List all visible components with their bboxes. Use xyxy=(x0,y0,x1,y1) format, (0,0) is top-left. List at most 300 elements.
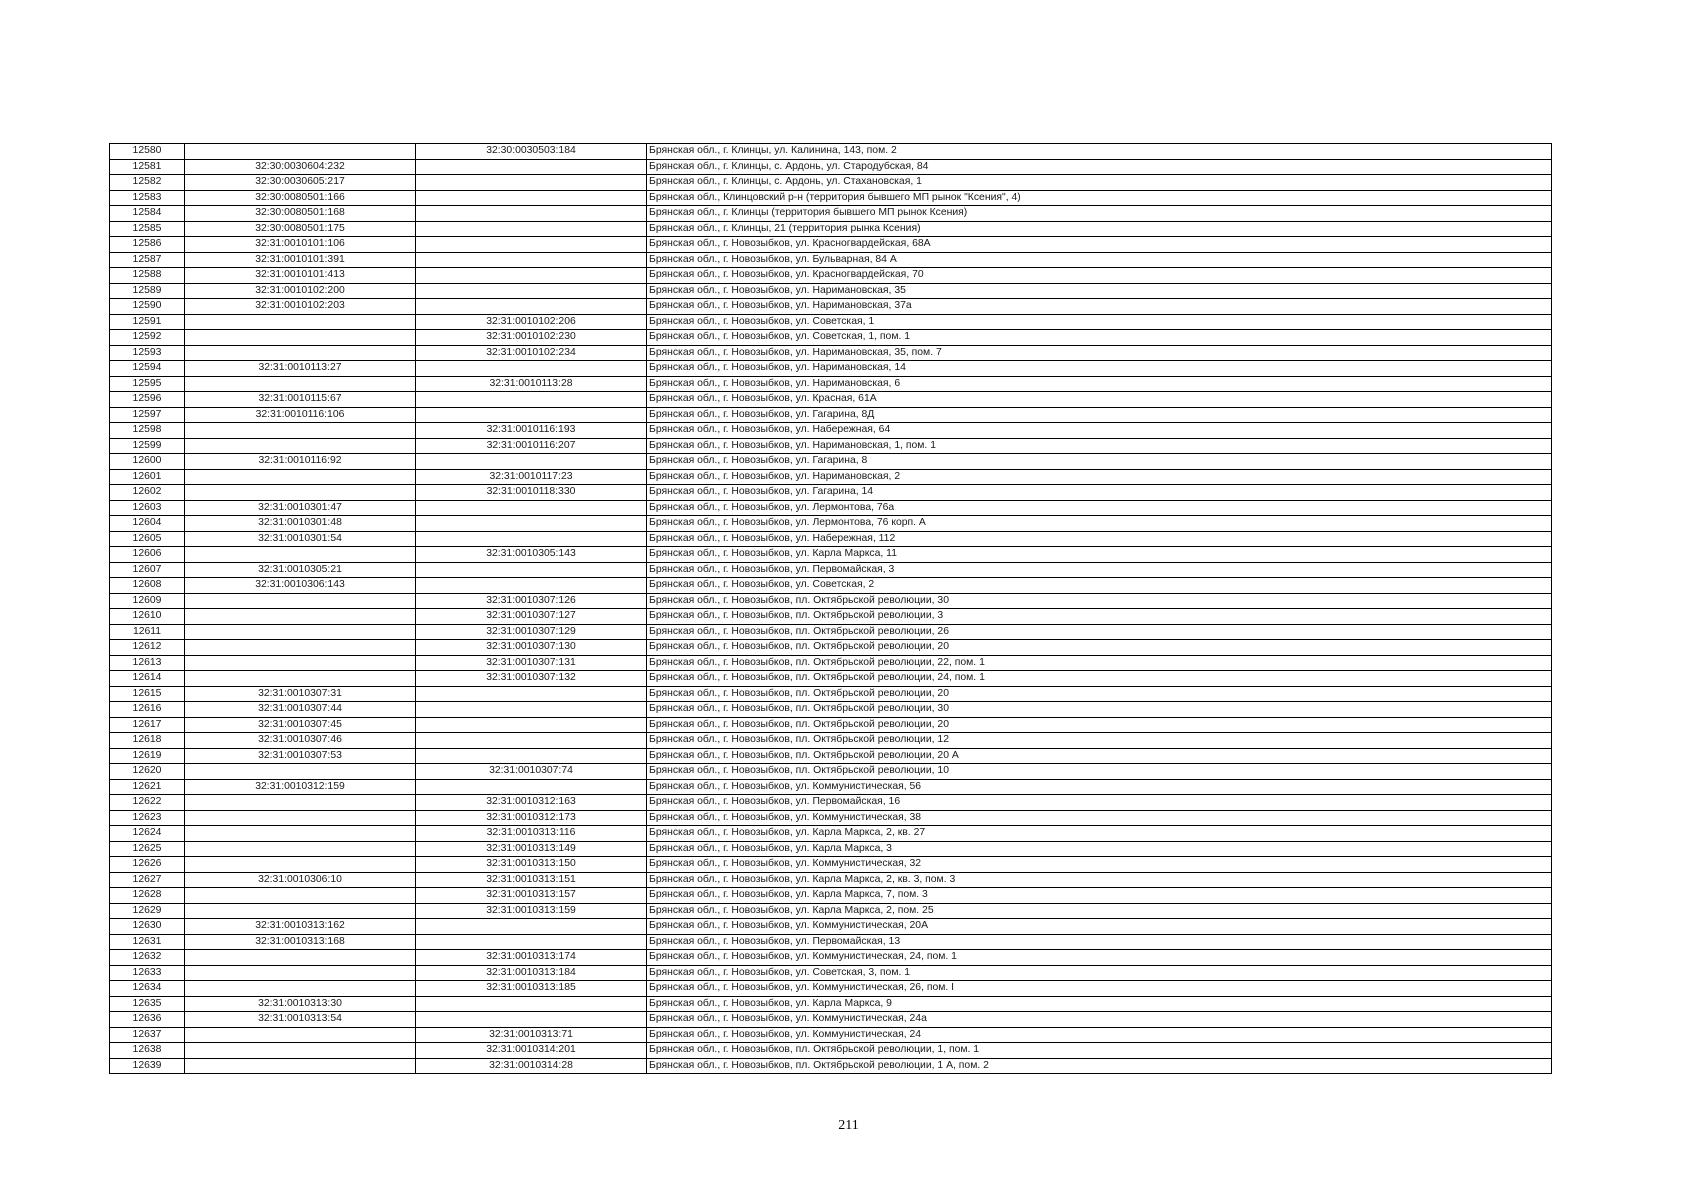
table-row xyxy=(110,795,1552,811)
table-row xyxy=(110,314,1552,330)
cadastral-number-cell xyxy=(185,469,416,485)
cadastral-number-cell: 32:31:0010102:230 xyxy=(416,330,647,346)
cadastral-number-cell: 32:31:0010113:28 xyxy=(416,376,647,392)
row-number-cell: 12582 xyxy=(110,175,185,191)
table-row xyxy=(110,841,1552,857)
cadastral-number-cell xyxy=(185,888,416,904)
row-number-cell: 12625 xyxy=(110,841,185,857)
cadastral-number-cell xyxy=(185,655,416,671)
cadastral-number-cell xyxy=(185,795,416,811)
address-cell: Брянская обл., г. Новозыбков, ул. Первомайская, 13 xyxy=(647,934,1552,950)
row-number-cell: 12626 xyxy=(110,857,185,873)
address-cell: Брянская обл., г. Новозыбков, ул. Наримановская, 1, пом. 1 xyxy=(647,438,1552,454)
cadastral-number-cell xyxy=(185,1058,416,1074)
row-number-cell: 12637 xyxy=(110,1027,185,1043)
cadastral-number-cell xyxy=(185,423,416,439)
cadastral-number-cell: 32:31:0010307:46 xyxy=(185,733,416,749)
cadastral-number-cell: 32:31:0010113:27 xyxy=(185,361,416,377)
cadastral-number-cell xyxy=(416,1012,647,1028)
cadastral-number-cell xyxy=(416,562,647,578)
address-cell: Брянская обл., г. Новозыбков, ул. Лермонтова, 76 корп. А xyxy=(647,516,1552,532)
row-number-cell: 12580 xyxy=(110,144,185,160)
table-row xyxy=(110,609,1552,625)
address-cell: Брянская обл., г. Новозыбков, ул. Набережная, 112 xyxy=(647,531,1552,547)
cadastral-number-cell: 32:31:0010305:143 xyxy=(416,547,647,563)
cadastral-number-cell: 32:31:0010313:162 xyxy=(185,919,416,935)
table-row xyxy=(110,1027,1552,1043)
row-number-cell: 12610 xyxy=(110,609,185,625)
address-cell: Брянская обл., г. Новозыбков, ул. Наримановская, 35, пом. 7 xyxy=(647,345,1552,361)
cadastral-number-cell xyxy=(185,671,416,687)
address-cell: Брянская обл., г. Клинцы, ул. Калинина, 143, пом. 2 xyxy=(647,144,1552,160)
row-number-cell: 12636 xyxy=(110,1012,185,1028)
address-cell: Брянская обл., г. Новозыбков, ул. Карла Маркса, 9 xyxy=(647,996,1552,1012)
table-row xyxy=(110,826,1552,842)
cadastral-number-cell: 32:31:0010306:143 xyxy=(185,578,416,594)
table-row xyxy=(110,299,1552,315)
row-number-cell: 12623 xyxy=(110,810,185,826)
address-cell: Брянская обл., г. Новозыбков, ул. Коммунистическая, 56 xyxy=(647,779,1552,795)
cadastral-number-cell: 32:31:0010306:10 xyxy=(185,872,416,888)
table-row xyxy=(110,857,1552,873)
row-number-cell: 12619 xyxy=(110,748,185,764)
address-cell: Брянская обл., г. Новозыбков, пл. Октябрьской революции, 1, пом. 1 xyxy=(647,1043,1552,1059)
table-row xyxy=(110,671,1552,687)
cadastral-number-cell: 32:31:0010313:71 xyxy=(416,1027,647,1043)
address-cell: Брянская обл., г. Новозыбков, ул. Наримановская, 35 xyxy=(647,283,1552,299)
address-cell: Брянская обл., г. Новозыбков, ул. Наримановская, 6 xyxy=(647,376,1552,392)
cadastral-number-cell xyxy=(416,268,647,284)
row-number-cell: 12614 xyxy=(110,671,185,687)
address-cell: Брянская обл., г. Новозыбков, пл. Октябрьской революции, 20 xyxy=(647,717,1552,733)
cadastral-number-cell xyxy=(416,159,647,175)
cadastral-number-cell: 32:31:0010115:67 xyxy=(185,392,416,408)
row-number-cell: 12631 xyxy=(110,934,185,950)
table-row xyxy=(110,903,1552,919)
cadastral-number-cell: 32:31:0010313:168 xyxy=(185,934,416,950)
table-row xyxy=(110,562,1552,578)
row-number-cell: 12634 xyxy=(110,981,185,997)
row-number-cell: 12589 xyxy=(110,283,185,299)
cadastral-number-cell xyxy=(185,764,416,780)
address-cell: Брянская обл., г. Клинцы, с. Ардонь, ул. Стародубская, 84 xyxy=(647,159,1552,175)
address-cell: Брянская обл., г. Новозыбков, ул. Первомайская, 16 xyxy=(647,795,1552,811)
cadastral-number-cell xyxy=(416,516,647,532)
table-row xyxy=(110,1058,1552,1074)
table-row xyxy=(110,392,1552,408)
row-number-cell: 12591 xyxy=(110,314,185,330)
cadastral-number-cell xyxy=(416,686,647,702)
address-cell: Брянская обл., г. Новозыбков, ул. Гагарина, 8 xyxy=(647,454,1552,470)
address-cell: Брянская обл., г. Новозыбков, ул. Красногвардейская, 70 xyxy=(647,268,1552,284)
cadastral-number-cell xyxy=(416,531,647,547)
cadastral-number-cell: 32:31:0010307:74 xyxy=(416,764,647,780)
cadastral-number-cell: 32:31:0010116:207 xyxy=(416,438,647,454)
cadastral-number-cell: 32:31:0010313:54 xyxy=(185,1012,416,1028)
cadastral-number-cell xyxy=(416,237,647,253)
cadastral-number-cell: 32:31:0010101:106 xyxy=(185,237,416,253)
table-row xyxy=(110,376,1552,392)
address-cell: Брянская обл., г. Новозыбков, пл. Октябрьской революции, 26 xyxy=(647,624,1552,640)
cadastral-number-cell xyxy=(185,810,416,826)
row-number-cell: 12620 xyxy=(110,764,185,780)
table-row xyxy=(110,717,1552,733)
cadastral-number-cell xyxy=(185,314,416,330)
address-cell: Брянская обл., г. Новозыбков, ул. Гагарина, 8Д xyxy=(647,407,1552,423)
cadastral-number-cell xyxy=(185,950,416,966)
address-cell: Брянская обл., г. Новозыбков, ул. Набережная, 64 xyxy=(647,423,1552,439)
row-number-cell: 12600 xyxy=(110,454,185,470)
cadastral-number-cell: 32:31:0010301:47 xyxy=(185,500,416,516)
cadastral-number-cell: 32:31:0010313:159 xyxy=(416,903,647,919)
row-number-cell: 12603 xyxy=(110,500,185,516)
address-cell: Брянская обл., г. Новозыбков, ул. Лермонтова, 76а xyxy=(647,500,1552,516)
cadastral-number-cell: 32:30:0080501:175 xyxy=(185,221,416,237)
cadastral-number-cell xyxy=(416,361,647,377)
table-row xyxy=(110,702,1552,718)
table-row xyxy=(110,531,1552,547)
cadastral-number-cell: 32:31:0010301:48 xyxy=(185,516,416,532)
address-cell: Брянская обл., г. Новозыбков, пл. Октябрьской революции, 30 xyxy=(647,593,1552,609)
address-cell: Брянская обл., г. Новозыбков, пл. Октябрьской революции, 3 xyxy=(647,609,1552,625)
cadastral-number-cell xyxy=(185,345,416,361)
address-cell: Брянская обл., г. Новозыбков, ул. Коммунистическая, 24, пом. 1 xyxy=(647,950,1552,966)
cadastral-number-cell: 32:31:0010102:234 xyxy=(416,345,647,361)
cadastral-number-cell: 32:31:0010301:54 xyxy=(185,531,416,547)
address-cell: Брянская обл., г. Новозыбков, ул. Карла Маркса, 2, кв. 3, пом. 3 xyxy=(647,872,1552,888)
cadastral-number-cell xyxy=(185,609,416,625)
address-cell: Брянская обл., г. Новозыбков, ул. Советская, 1 xyxy=(647,314,1552,330)
row-number-cell: 12592 xyxy=(110,330,185,346)
address-cell: Брянская обл., г. Новозыбков, ул. Гагарина, 14 xyxy=(647,485,1552,501)
table-row xyxy=(110,516,1552,532)
row-number-cell: 12586 xyxy=(110,237,185,253)
cadastral-number-cell: 32:31:0010116:193 xyxy=(416,423,647,439)
cadastral-number-cell xyxy=(416,934,647,950)
cadastral-number-cell xyxy=(185,841,416,857)
table-row xyxy=(110,640,1552,656)
table-row xyxy=(110,159,1552,175)
table-row xyxy=(110,438,1552,454)
registry-table-body xyxy=(110,144,1552,1074)
cadastral-number-cell xyxy=(416,392,647,408)
cadastral-number-cell: 32:31:0010313:174 xyxy=(416,950,647,966)
address-cell: Брянская обл., г. Новозыбков, ул. Коммунистическая, 32 xyxy=(647,857,1552,873)
cadastral-number-cell: 32:30:0080501:168 xyxy=(185,206,416,222)
address-cell: Брянская обл., г. Новозыбков, пл. Октябрьской революции, 12 xyxy=(647,733,1552,749)
address-cell: Брянская обл., г. Новозыбков, ул. Наримановская, 2 xyxy=(647,469,1552,485)
address-cell: Брянская обл., Клинцовский р-н (территория бывшего МП рынок "Ксения", 4) xyxy=(647,190,1552,206)
cadastral-number-cell: 32:31:0010312:173 xyxy=(416,810,647,826)
cadastral-number-cell: 32:31:0010307:53 xyxy=(185,748,416,764)
cadastral-number-cell: 32:31:0010312:159 xyxy=(185,779,416,795)
cadastral-number-cell: 32:31:0010307:31 xyxy=(185,686,416,702)
table-row xyxy=(110,919,1552,935)
address-cell: Брянская обл., г. Новозыбков, ул. Коммунистическая, 24 xyxy=(647,1027,1552,1043)
address-cell: Брянская обл., г. Новозыбков, ул. Красная, 61А xyxy=(647,392,1552,408)
table-row xyxy=(110,934,1552,950)
cadastral-number-cell: 32:31:0010101:413 xyxy=(185,268,416,284)
cadastral-number-cell xyxy=(185,857,416,873)
cadastral-number-cell xyxy=(185,624,416,640)
cadastral-number-cell xyxy=(416,919,647,935)
row-number-cell: 12613 xyxy=(110,655,185,671)
registry-table xyxy=(109,143,1552,1074)
table-row xyxy=(110,454,1552,470)
table-row xyxy=(110,965,1552,981)
cadastral-number-cell xyxy=(416,190,647,206)
cadastral-number-cell xyxy=(416,206,647,222)
cadastral-number-cell xyxy=(416,748,647,764)
cadastral-number-cell xyxy=(416,252,647,268)
cadastral-number-cell xyxy=(416,221,647,237)
table-row xyxy=(110,283,1552,299)
cadastral-number-cell xyxy=(185,826,416,842)
cadastral-number-cell: 32:31:0010307:129 xyxy=(416,624,647,640)
address-cell: Брянская обл., г. Новозыбков, ул. Коммунистическая, 24а xyxy=(647,1012,1552,1028)
cadastral-number-cell: 32:30:0030605:217 xyxy=(185,175,416,191)
row-number-cell: 12599 xyxy=(110,438,185,454)
table-row xyxy=(110,268,1552,284)
cadastral-number-cell xyxy=(185,547,416,563)
cadastral-number-cell: 32:31:0010117:23 xyxy=(416,469,647,485)
address-cell: Брянская обл., г. Новозыбков, ул. Карла Маркса, 2, кв. 27 xyxy=(647,826,1552,842)
table-row xyxy=(110,485,1552,501)
table-row xyxy=(110,888,1552,904)
row-number-cell: 12605 xyxy=(110,531,185,547)
table-row xyxy=(110,144,1552,160)
address-cell: Брянская обл., г. Новозыбков, пл. Октябрьской революции, 1 А, пом. 2 xyxy=(647,1058,1552,1074)
table-row xyxy=(110,345,1552,361)
cadastral-number-cell xyxy=(416,702,647,718)
row-number-cell: 12602 xyxy=(110,485,185,501)
cadastral-number-cell: 32:31:0010305:21 xyxy=(185,562,416,578)
row-number-cell: 12633 xyxy=(110,965,185,981)
cadastral-number-cell: 32:31:0010102:206 xyxy=(416,314,647,330)
cadastral-number-cell: 32:31:0010307:126 xyxy=(416,593,647,609)
cadastral-number-cell: 32:31:0010307:44 xyxy=(185,702,416,718)
cadastral-number-cell xyxy=(416,500,647,516)
table-row xyxy=(110,252,1552,268)
table-row xyxy=(110,1012,1552,1028)
table-row xyxy=(110,779,1552,795)
address-cell: Брянская обл., г. Новозыбков, пл. Октябрьской революции, 30 xyxy=(647,702,1552,718)
cadastral-number-cell: 32:31:0010313:149 xyxy=(416,841,647,857)
row-number-cell: 12604 xyxy=(110,516,185,532)
row-number-cell: 12627 xyxy=(110,872,185,888)
table-row xyxy=(110,950,1552,966)
cadastral-number-cell: 32:30:0080501:166 xyxy=(185,190,416,206)
cadastral-number-cell xyxy=(185,1043,416,1059)
cadastral-number-cell: 32:31:0010102:203 xyxy=(185,299,416,315)
cadastral-number-cell xyxy=(185,1027,416,1043)
cadastral-number-cell xyxy=(185,903,416,919)
row-number-cell: 12608 xyxy=(110,578,185,594)
address-cell: Брянская обл., г. Клинцы, 21 (территория рынка Ксения) xyxy=(647,221,1552,237)
row-number-cell: 12632 xyxy=(110,950,185,966)
cadastral-number-cell: 32:31:0010307:132 xyxy=(416,671,647,687)
address-cell: Брянская обл., г. Новозыбков, пл. Октябрьской революции, 20 А xyxy=(647,748,1552,764)
row-number-cell: 12635 xyxy=(110,996,185,1012)
row-number-cell: 12621 xyxy=(110,779,185,795)
cadastral-number-cell xyxy=(416,996,647,1012)
address-cell: Брянская обл., г. Новозыбков, пл. Октябрьской революции, 24, пом. 1 xyxy=(647,671,1552,687)
address-cell: Брянская обл., г. Новозыбков, ул. Наримановская, 14 xyxy=(647,361,1552,377)
cadastral-number-cell: 32:31:0010307:127 xyxy=(416,609,647,625)
address-cell: Брянская обл., г. Новозыбков, пл. Октябрьской революции, 10 xyxy=(647,764,1552,780)
page-number: 211 xyxy=(838,1118,859,1133)
table-row xyxy=(110,469,1552,485)
table-row xyxy=(110,655,1552,671)
cadastral-number-cell xyxy=(185,593,416,609)
table-row xyxy=(110,423,1552,439)
cadastral-number-cell: 32:31:0010313:185 xyxy=(416,981,647,997)
cadastral-number-cell: 32:31:0010307:45 xyxy=(185,717,416,733)
cadastral-number-cell: 32:31:0010307:130 xyxy=(416,640,647,656)
address-cell: Брянская обл., г. Новозыбков, ул. Советская, 2 xyxy=(647,578,1552,594)
cadastral-number-cell: 32:31:0010314:201 xyxy=(416,1043,647,1059)
table-row xyxy=(110,1043,1552,1059)
cadastral-number-cell: 32:31:0010313:30 xyxy=(185,996,416,1012)
row-number-cell: 12628 xyxy=(110,888,185,904)
table-row xyxy=(110,748,1552,764)
row-number-cell: 12593 xyxy=(110,345,185,361)
cadastral-number-cell: 32:30:0030604:232 xyxy=(185,159,416,175)
table-row xyxy=(110,996,1552,1012)
address-cell: Брянская обл., г. Новозыбков, ул. Карла Маркса, 3 xyxy=(647,841,1552,857)
cadastral-number-cell xyxy=(416,407,647,423)
row-number-cell: 12588 xyxy=(110,268,185,284)
row-number-cell: 12629 xyxy=(110,903,185,919)
row-number-cell: 12598 xyxy=(110,423,185,439)
row-number-cell: 12607 xyxy=(110,562,185,578)
address-cell: Брянская обл., г. Новозыбков, ул. Красногвардейская, 68А xyxy=(647,237,1552,253)
cadastral-number-cell: 32:31:0010101:391 xyxy=(185,252,416,268)
row-number-cell: 12597 xyxy=(110,407,185,423)
table-row xyxy=(110,175,1552,191)
cadastral-number-cell xyxy=(185,965,416,981)
cadastral-number-cell: 32:31:0010313:184 xyxy=(416,965,647,981)
row-number-cell: 12615 xyxy=(110,686,185,702)
table-row xyxy=(110,547,1552,563)
address-cell: Брянская обл., г. Новозыбков, ул. Наримановская, 37а xyxy=(647,299,1552,315)
cadastral-number-cell: 32:31:0010307:131 xyxy=(416,655,647,671)
table-row xyxy=(110,206,1552,222)
address-cell: Брянская обл., г. Клинцы (территория бывшего МП рынок Ксения) xyxy=(647,206,1552,222)
address-cell: Брянская обл., г. Новозыбков, ул. Советская, 3, пом. 1 xyxy=(647,965,1552,981)
table-row xyxy=(110,981,1552,997)
row-number-cell: 12624 xyxy=(110,826,185,842)
address-cell: Брянская обл., г. Новозыбков, ул. Советская, 1, пом. 1 xyxy=(647,330,1552,346)
row-number-cell: 12618 xyxy=(110,733,185,749)
cadastral-number-cell xyxy=(185,144,416,160)
row-number-cell: 12587 xyxy=(110,252,185,268)
cadastral-number-cell xyxy=(416,299,647,315)
cadastral-number-cell: 32:31:0010312:163 xyxy=(416,795,647,811)
cadastral-number-cell xyxy=(185,981,416,997)
table-row xyxy=(110,872,1552,888)
table-row xyxy=(110,221,1552,237)
row-number-cell: 12630 xyxy=(110,919,185,935)
table-row xyxy=(110,733,1552,749)
address-cell: Брянская обл., г. Новозыбков, ул. Коммунистическая, 20А xyxy=(647,919,1552,935)
cadastral-number-cell xyxy=(416,578,647,594)
row-number-cell: 12617 xyxy=(110,717,185,733)
cadastral-number-cell: 32:31:0010314:28 xyxy=(416,1058,647,1074)
table-row xyxy=(110,330,1552,346)
cadastral-number-cell xyxy=(416,175,647,191)
row-number-cell: 12585 xyxy=(110,221,185,237)
cadastral-number-cell xyxy=(416,779,647,795)
address-cell: Брянская обл., г. Новозыбков, ул. Карла Маркса, 7, пом. 3 xyxy=(647,888,1552,904)
cadastral-number-cell: 32:31:0010313:151 xyxy=(416,872,647,888)
row-number-cell: 12609 xyxy=(110,593,185,609)
table-row xyxy=(110,578,1552,594)
cadastral-number-cell xyxy=(185,330,416,346)
cadastral-number-cell: 32:31:0010118:330 xyxy=(416,485,647,501)
table-row xyxy=(110,361,1552,377)
address-cell: Брянская обл., г. Новозыбков, ул. Карла Маркса, 11 xyxy=(647,547,1552,563)
row-number-cell: 12639 xyxy=(110,1058,185,1074)
cadastral-number-cell: 32:31:0010116:106 xyxy=(185,407,416,423)
row-number-cell: 12606 xyxy=(110,547,185,563)
address-cell: Брянская обл., г. Новозыбков, ул. Первомайская, 3 xyxy=(647,562,1552,578)
table-row xyxy=(110,407,1552,423)
table-row xyxy=(110,764,1552,780)
row-number-cell: 12596 xyxy=(110,392,185,408)
row-number-cell: 12594 xyxy=(110,361,185,377)
table-row xyxy=(110,500,1552,516)
cadastral-number-cell xyxy=(416,733,647,749)
row-number-cell: 12622 xyxy=(110,795,185,811)
cadastral-number-cell xyxy=(416,283,647,299)
cadastral-number-cell: 32:31:0010313:116 xyxy=(416,826,647,842)
cadastral-number-cell xyxy=(185,376,416,392)
address-cell: Брянская обл., г. Новозыбков, ул. Коммунистическая, 26, пом. I xyxy=(647,981,1552,997)
table-row xyxy=(110,593,1552,609)
table-row xyxy=(110,686,1552,702)
cadastral-number-cell xyxy=(185,640,416,656)
address-cell: Брянская обл., г. Новозыбков, пл. Октябрьской революции, 20 xyxy=(647,640,1552,656)
cadastral-number-cell: 32:31:0010313:150 xyxy=(416,857,647,873)
row-number-cell: 12581 xyxy=(110,159,185,175)
row-number-cell: 12595 xyxy=(110,376,185,392)
cadastral-number-cell xyxy=(416,717,647,733)
address-cell: Брянская обл., г. Новозыбков, ул. Карла Маркса, 2, пом. 25 xyxy=(647,903,1552,919)
row-number-cell: 12611 xyxy=(110,624,185,640)
row-number-cell: 12616 xyxy=(110,702,185,718)
row-number-cell: 12584 xyxy=(110,206,185,222)
table-row xyxy=(110,810,1552,826)
address-cell: Брянская обл., г. Новозыбков, ул. Коммунистическая, 38 xyxy=(647,810,1552,826)
table-row xyxy=(110,624,1552,640)
address-cell: Брянская обл., г. Новозыбков, пл. Октябрьской революции, 22, пом. 1 xyxy=(647,655,1552,671)
row-number-cell: 12583 xyxy=(110,190,185,206)
table-row xyxy=(110,237,1552,253)
address-cell: Брянская обл., г. Новозыбков, пл. Октябрьской революции, 20 xyxy=(647,686,1552,702)
address-cell: Брянская обл., г. Клинцы, с. Ардонь, ул. Стахановская, 1 xyxy=(647,175,1552,191)
cadastral-number-cell: 32:31:0010313:157 xyxy=(416,888,647,904)
address-cell: Брянская обл., г. Новозыбков, ул. Бульварная, 84 А xyxy=(647,252,1552,268)
row-number-cell: 12612 xyxy=(110,640,185,656)
cadastral-number-cell: 32:31:0010102:200 xyxy=(185,283,416,299)
cadastral-number-cell xyxy=(416,454,647,470)
cadastral-number-cell xyxy=(185,438,416,454)
row-number-cell: 12601 xyxy=(110,469,185,485)
cadastral-number-cell xyxy=(185,485,416,501)
cadastral-number-cell: 32:31:0010116:92 xyxy=(185,454,416,470)
table-row xyxy=(110,190,1552,206)
